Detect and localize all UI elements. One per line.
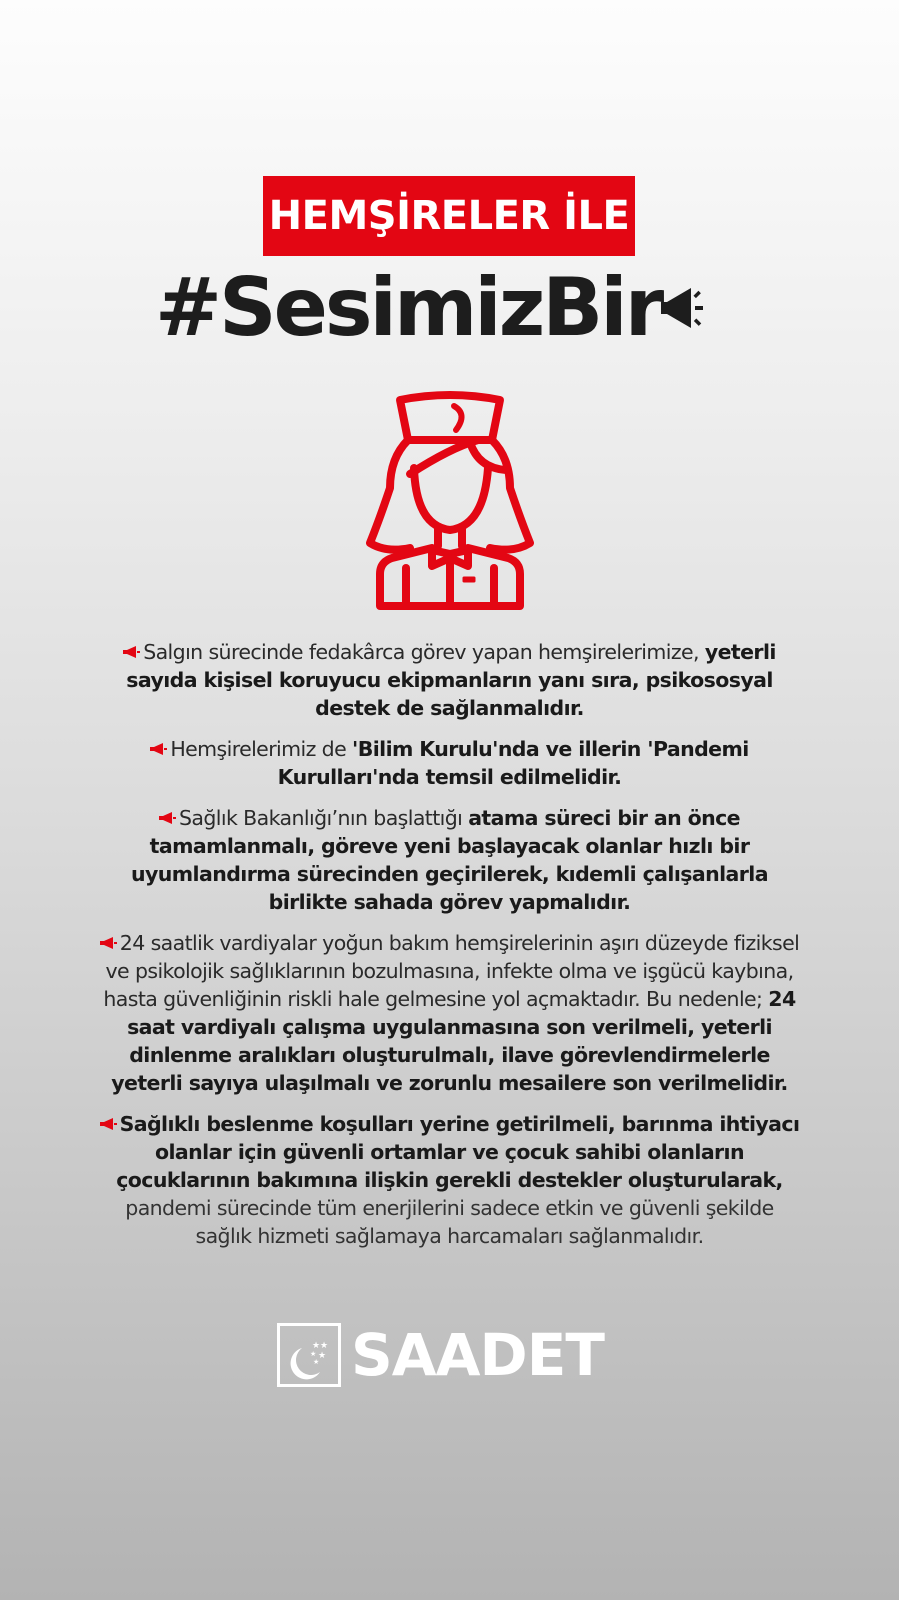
svg-text:★: ★ xyxy=(312,1341,321,1351)
nurse-icon xyxy=(360,378,540,610)
title-banner-text: HEMŞİRELER İLE xyxy=(268,193,630,239)
paragraph-text: Sağlık Bakanlığı’nın başlattığı xyxy=(179,806,469,830)
title-banner xyxy=(263,176,635,256)
paragraph-text: pandemi sürecinde tüm enerjilerini sadece etkin ve güvenli şekilde sağlık hizmeti sağlamaya harcamaları sağlanmalıdır. xyxy=(125,1196,774,1248)
paragraph-text: Hemşirelerimiz de xyxy=(170,737,353,761)
paragraph-2 xyxy=(95,735,804,791)
svg-text:★: ★ xyxy=(313,1358,320,1366)
megaphone-icon xyxy=(159,812,177,824)
crescent-stars-icon xyxy=(277,1323,341,1387)
paragraph-1 xyxy=(95,638,804,722)
svg-text:★: ★ xyxy=(318,1351,327,1361)
megaphone-icon xyxy=(100,1118,118,1130)
hashtag-text: #SesimizBir xyxy=(155,261,662,354)
hashtag-heading xyxy=(155,262,745,354)
paragraph-text: Salgın sürecinde fedakârca görev yapan hemşirelerimize, xyxy=(143,640,705,664)
megaphone-icon xyxy=(150,743,168,755)
paragraph-5 xyxy=(95,1110,804,1250)
paragraph-bold-text: Sağlıklı beslenme koşulları yerine getirilmeli, barınma ihtiyacı olanlar için güvenli ortamlar ve çocuk sahibi olanların çocuklarının bakımına ilişkin gerekli destekler oluşturularak, xyxy=(116,1112,800,1192)
paragraph-4 xyxy=(95,929,804,1097)
paragraph-bold-text: 24 saat vardiyalı çalışma uygulanmasına son verilmeli, yeterli dinlenme aralıkları oluşturulmalı, ilave görevlendirmelerle yeterli sayıya ulaşılmalı ve zorunlu mesailere son verilmelidir. xyxy=(111,987,796,1095)
megaphone-icon xyxy=(661,284,707,339)
svg-text:★: ★ xyxy=(320,1341,329,1351)
svg-text:★: ★ xyxy=(310,1350,317,1358)
paragraph-bold-text: yeterli sayıda kişisel koruyucu ekipmanların yanı sıra, psikososyal destek de sağlanmalıdır. xyxy=(126,640,776,720)
saadet-logo xyxy=(277,1323,604,1387)
paragraph-3 xyxy=(95,804,804,916)
megaphone-icon xyxy=(100,937,118,949)
logo-text: SAADET xyxy=(351,1321,604,1389)
paragraph-bold-text: 'Bilim Kurulu'nda ve illerin 'Pandemi Kurulları'nda temsil edilmelidir. xyxy=(277,737,749,789)
demands-text xyxy=(95,638,804,1263)
paragraph-text: 24 saatlik vardiyalar yoğun bakım hemşirelerinin aşırı düzeyde fiziksel ve psikolojik sağlıklarının bozulmasına, infekte olma ve işgücü kaybına, hasta güvenliğinin riskli hale gelmesine yol açmaktadır. Bu nedenle; xyxy=(103,931,800,1011)
megaphone-icon xyxy=(123,646,141,658)
paragraph-bold-text: atama süreci bir an önce tamamlanmalı, göreve yeni başlayacak olanlar hızlı bir uyumlandırma sürecinden geçirilerek, kıdemli çalışanlarla birlikte sahada görev yapmalıdır. xyxy=(131,806,768,914)
